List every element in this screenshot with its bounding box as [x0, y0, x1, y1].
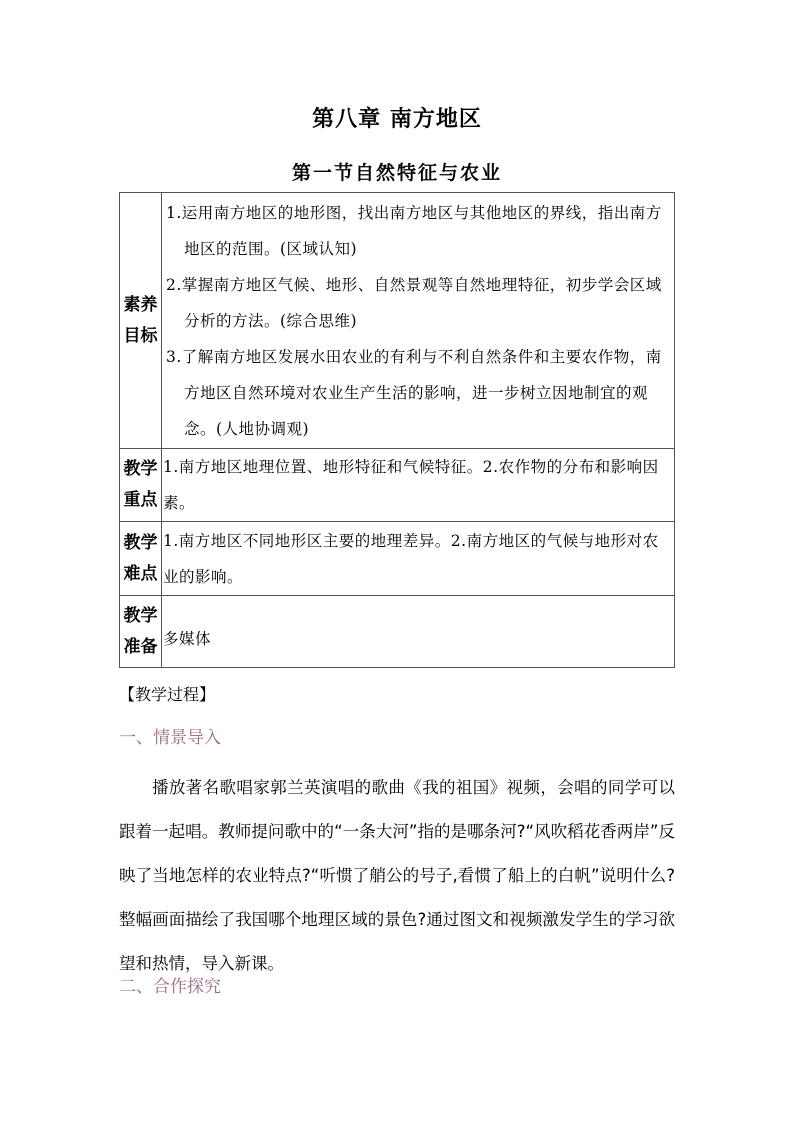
goals-label-line-2: 目标	[123, 325, 158, 346]
preparation-content	[162, 596, 675, 668]
preparation-label-line-2: 准备	[123, 636, 158, 657]
goal-item-3: 3.了解南方地区发展水田农业的有利与不利自然条件和主要农作物，南方地区自然环境对农业生产生活的影响，进一步树立因地制宜的观念。(人地协调观)	[166, 347, 662, 438]
goal-item-1: 1.运用南方地区的地形图，找出南方地区与其他地区的界线，指出南方地区的范围。(区域认知)	[166, 203, 662, 258]
process-heading: 【教学过程】	[119, 685, 216, 704]
key-points-content	[162, 449, 675, 522]
section-title: 第一节自然特征与农业	[291, 162, 502, 184]
intro-paragraph: 播放著名歌唱家郭兰英演唱的歌曲《我的祖国》视频，会唱的同学可以跟着一起唱。教师提问歌中的“一条大河”指的是哪条河?“风吹稻花香两岸”反映了当地怎样的农业特点?“听惯了艄公的号子,看惯了船上的白帆”说明什么?整幅画面描绘了我国哪个地理区域的景色?通过图文和视频激发学生的学习欲望和热情，导入新课。	[119, 778, 675, 973]
difficulties-text: 1.南方地区不同地形区主要的地理差异。2.南方地区的气候与地形对农业的影响。	[163, 531, 659, 586]
difficulties-label-line-2: 难点	[123, 563, 158, 584]
chapter-title: 第八章 南方地区	[312, 107, 482, 132]
preparation-label-line-1: 教学	[123, 605, 158, 626]
key-points-label-line-2: 重点	[123, 490, 158, 510]
table-row-difficulties	[120, 522, 675, 596]
preparation-text: 多媒体	[163, 629, 212, 648]
key-points-label	[120, 449, 162, 522]
preparation-label	[120, 596, 162, 668]
table-row-goals	[120, 193, 675, 449]
lesson-info-table	[119, 192, 675, 668]
difficulties-label-line-1: 教学	[123, 532, 158, 553]
table-row-key-points	[120, 449, 675, 522]
section-heading-explore: 二、合作探究	[119, 977, 221, 997]
key-points-label-line-1: 教学	[123, 459, 158, 479]
difficulties-label	[120, 522, 162, 596]
difficulties-content	[162, 522, 675, 596]
goals-content	[162, 193, 675, 449]
goals-label-line-1: 素养	[123, 294, 158, 315]
section-heading-intro: 一、情景导入	[119, 728, 221, 748]
goals-label	[120, 193, 162, 449]
table-row-preparation	[120, 596, 675, 668]
goal-item-2: 2.掌握南方地区气候、地形、自然景观等自然地理特征，初步学会区域分析的方法。(综合思维)	[166, 275, 662, 330]
key-points-text: 1.南方地区地理位置、地形特征和气候特征。2.农作物的分布和影响因素。	[163, 458, 659, 512]
